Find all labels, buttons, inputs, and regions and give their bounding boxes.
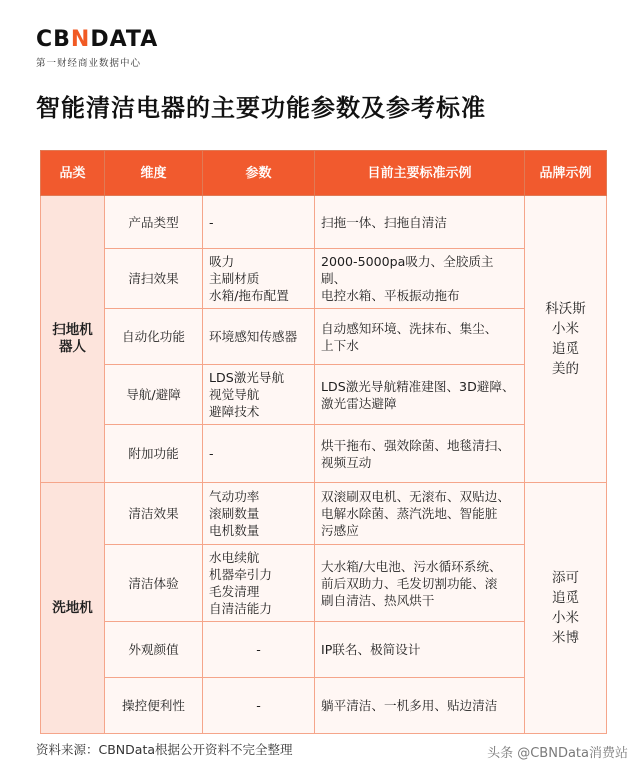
source-note: 资料来源：CBNData根据公开资料不完全整理 — [36, 742, 293, 757]
header-params: 参数 — [203, 151, 315, 196]
dimension-cell: 导航/避障 — [105, 365, 203, 425]
table-row — [41, 678, 607, 734]
standards-cell: IP联名、极简设计 — [315, 622, 525, 678]
standards-cell: 双滚刷双电机、无滚布、双贴边、 电解水除菌、蒸汽洗地、智能脏 污感应 — [315, 483, 525, 545]
dimension-cell: 清洁体验 — [105, 545, 203, 622]
logo-tagline: 第一财经商业数据中心 — [36, 58, 142, 69]
dimension-cell: 外观颜值 — [105, 622, 203, 678]
standards-cell: 2000-5000pa吸力、全胶质主刷、 电控水箱、平板振动拖布 — [315, 249, 525, 309]
standards-cell: 烘干拖布、强效除菌、地毯清扫、 视频互动 — [315, 425, 525, 483]
table-row — [41, 425, 607, 483]
params-cell: 水电续航 机器牵引力 毛发清理 自清洁能力 — [203, 545, 315, 622]
dimension-cell: 产品类型 — [105, 196, 203, 249]
params-cell: - — [203, 425, 315, 483]
header-brands: 品牌示例 — [525, 151, 607, 196]
params-cell: - — [203, 678, 315, 734]
brands-robot-vacuum: 科沃斯 小米 追觅 美的 — [525, 196, 607, 483]
params-cell: 环境感知传感器 — [203, 309, 315, 365]
category-robot-vacuum: 扫地机 器人 — [41, 196, 105, 483]
table-row — [41, 545, 607, 622]
params-cell: 吸力 主刷材质 水箱/拖布配置 — [203, 249, 315, 309]
dimension-cell: 操控便利性 — [105, 678, 203, 734]
table-header-row — [41, 151, 607, 196]
table-row — [41, 622, 607, 678]
cbndata-logo — [36, 28, 176, 69]
brands-floor-washer: 添可 追觅 小米 米博 — [525, 483, 607, 734]
category-floor-washer: 洗地机 — [41, 483, 105, 734]
standards-cell: 自动感知环境、洗抹布、集尘、 上下水 — [315, 309, 525, 365]
table-row — [41, 249, 607, 309]
header-dimension: 维度 — [105, 151, 203, 196]
spec-table — [40, 150, 607, 734]
table-row — [41, 365, 607, 425]
standards-cell: LDS激光导航精准建图、3D避障、 激光雷达避障 — [315, 365, 525, 425]
platform-watermark: 头条 @CBNData消费站 — [487, 746, 628, 761]
dimension-cell: 清洁效果 — [105, 483, 203, 545]
standards-cell: 大水箱/大电池、污水循环系统、 前后双助力、毛发切割功能、滚 刷自清洁、热风烘干 — [315, 545, 525, 622]
page-title: 智能清洁电器的主要功能参数及参考标准 — [36, 94, 486, 122]
table-row — [41, 309, 607, 365]
table-row — [41, 196, 607, 249]
params-cell: - — [203, 622, 315, 678]
dimension-cell: 自动化功能 — [105, 309, 203, 365]
header-category: 品类 — [41, 151, 105, 196]
table-row — [41, 483, 607, 545]
header-standards: 目前主要标准示例 — [315, 151, 525, 196]
logo-wordmark: CBNDATA — [36, 27, 159, 52]
standards-cell: 扫拖一体、扫拖自清洁 — [315, 196, 525, 249]
standards-cell: 躺平清洁、一机多用、贴边清洁 — [315, 678, 525, 734]
dimension-cell: 清扫效果 — [105, 249, 203, 309]
dimension-cell: 附加功能 — [105, 425, 203, 483]
params-cell: LDS激光导航 视觉导航 避障技术 — [203, 365, 315, 425]
params-cell: 气动功率 滚刷数量 电机数量 — [203, 483, 315, 545]
params-cell: - — [203, 196, 315, 249]
